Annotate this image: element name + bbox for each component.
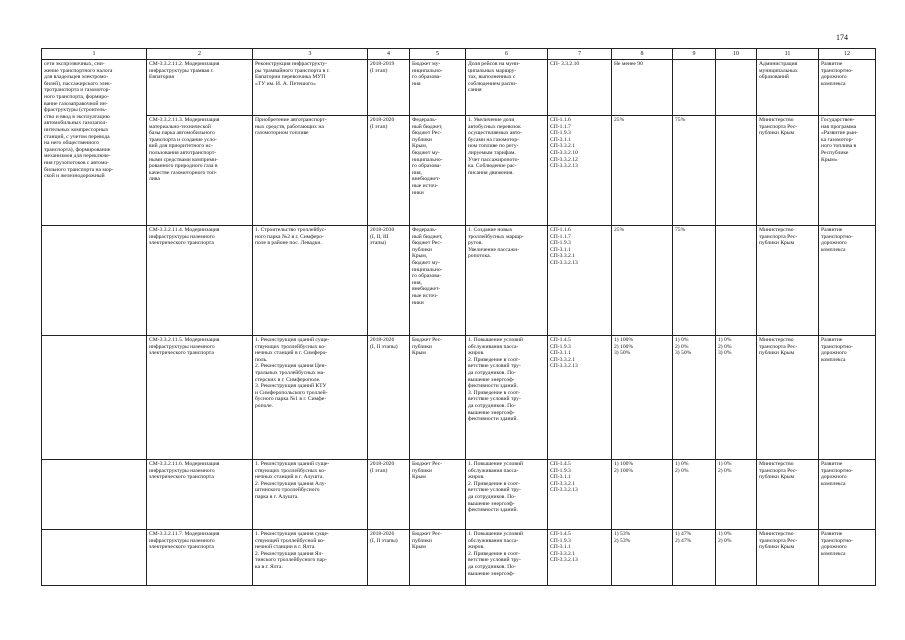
result-cell: 1. Создание новых троллейбусных маршр- рутов. Увеличение пассажи- ропотока. xyxy=(466,226,548,336)
indicator-cell: СП-1.1.6 СП-1.1.7 СП-1.9.3 СП-3.1.1 СП-3.3.2.1 СП-3.3.2.13 xyxy=(548,226,612,336)
program-cell: Развитие транспортно- дорожного комплекса xyxy=(819,460,876,530)
result-cell: 1. Увеличение доли автобусных перевозок осуществляемых авто- бусами на газомотор- ном топливе по регу- лируемым тарифам. Учет пассажиропото- ка. Соблюдение рас- писания движения. xyxy=(466,116,548,226)
value-cell: 1) 0% 2) 0% xyxy=(716,530,757,586)
goal-cell xyxy=(42,336,147,460)
header-cell: 8 xyxy=(612,49,673,60)
value-cell: 1) 47% 2) 47% xyxy=(673,530,716,586)
value-cell xyxy=(716,60,757,116)
header-cell: 9 xyxy=(673,49,716,60)
header-cell: 5 xyxy=(410,49,466,60)
table-row xyxy=(42,460,876,530)
responsible-cell: Министерство транспорта Рес- публики Крым xyxy=(757,530,819,586)
funding-cell: Бюджет му- ниципально- го образова- ния xyxy=(410,60,466,116)
value-cell: 1) 53% 2) 53% xyxy=(612,530,673,586)
action-cell: 1. Реконструкция зданий суще- ствующих троллейбусных ко- нечных станций в г. Симферо- поль. 2. Реконструкция здания Цен- тральных троллейбусных ма- стерских в г. Симферополе. 3. Реконструкция зданий КТУ и Симферопольского троллей- бусного парка №1 в г. Симфе- рополе. xyxy=(253,336,368,460)
value-cell: 1) 0% 2) 0% 3) 50% xyxy=(673,336,716,460)
responsible-cell: Министерство транспорта Рес- публики Крым xyxy=(757,226,819,336)
value-cell: 75% xyxy=(673,226,716,336)
action-cell: Реконструкция инфраструкту- ры трамвайного транспорта в г. Евпатории перевозчика МУП «ТУ им. И. А. Петешого» xyxy=(253,60,368,116)
header-cell: 6 xyxy=(466,49,548,60)
header-cell: 12 xyxy=(819,49,876,60)
header-cell: 4 xyxy=(368,49,410,60)
value-cell: 75% xyxy=(673,116,716,226)
responsible-cell: Администрация муниципальных образований xyxy=(757,60,819,116)
action-cell: 1. Реконструкция зданий суще- ствующих троллейбусных ко- нечных станций в г. Алушта. 2. Реконструкция здания Алу- штинского троллейбусного парка в г. Алушта. xyxy=(253,460,368,530)
value-cell: Не менее 90 xyxy=(612,60,673,116)
value-cell: 1) 100% 2) 100% 3) 50% xyxy=(612,336,673,460)
result-cell: 1. Повышение условий обслуживания пасса- жиров. 2. Приведение в соот- ветствие условий тру- да сотрудников. По- вышение энергоэф- фективности зданий. 3. Приведение в соот- ветствие условий тру- да сотрудников. По- вышение энергоэф- фективности зданий. xyxy=(466,336,548,460)
goal-cell xyxy=(42,226,147,336)
indicator-cell: СП-1.1.6 СП-1.1.7 СП-1.9.3 СП-3.1.1 СП-3.3.2.1 СП-3.3.2.10 СП-3.3.2.12 СП-3.3.2.13 xyxy=(548,116,612,226)
value-cell: 1) 0% 2) 0% 3) 0% xyxy=(716,336,757,460)
value-cell: 25% xyxy=(612,116,673,226)
goal-cell xyxy=(42,530,147,586)
value-cell: 1) 100% 2) 100% xyxy=(612,460,673,530)
table-row xyxy=(42,336,876,460)
table-row xyxy=(42,60,876,116)
measure-cell: СМ-3.3.2.11.3. Модернизация материально-технической базы парка автомобильного транспорта и создание усло- вий для приоритетного ис- пользования автотранспорт- ными средствами комприми- рованного природного газа в качестве газомоторного топ- лива xyxy=(147,116,253,226)
value-cell xyxy=(673,60,716,116)
responsible-cell: Министерство транспорта Рес- публики Крым xyxy=(757,460,819,530)
action-cell: 1. Реконструкция здания суще- ствующей троллейбусной ко- нечной станции в г. Ялта. 2. Реконструкция здания Ял- тинского троллейбусного пар- ка в г. Ялта. xyxy=(253,530,368,586)
measure-cell: СМ-3.3.2.11.4. Модернизация инфраструктуры наземного электрического транспорта xyxy=(147,226,253,336)
header-cell: 3 xyxy=(253,49,368,60)
goal-cell: сети экспрэзвочных, сни- жение транспортного налога для владельцев электромо- билей), пассажирского элек- тротранспорта и газомотор- ного транспорта, формиро- вание газозаправочной ин- фраструктуры (строитель- ство и ввод в эксплуатацию автомобильных газозапол- нительных компрессорных станций, с учетом перевода на него общественного транспорта), формирование механизмов для переключе- ния грузопотоков с автомо- бильного транспорта на мор- ской и железнодорожный xyxy=(42,60,147,226)
header-row xyxy=(42,49,876,60)
period-cell: 2018-2026 (I, II этапы) xyxy=(368,336,410,460)
header-cell: 7 xyxy=(548,49,612,60)
value-cell xyxy=(716,116,757,226)
goal-cell xyxy=(42,460,147,530)
program-cell: Развитие транспортно- дорожного комплекса xyxy=(819,60,876,116)
measure-cell: СМ-3.3.2.11.6. Модернизация инфраструктуры наземного электрического транспорта xyxy=(147,460,253,530)
header-cell: 1 xyxy=(42,49,147,60)
measures-table xyxy=(41,48,876,586)
funding-cell: Федераль- ный бюджет, бюджет Рес- публики Крым, бюджет му- ниципально- го образова- ния, внебюджет- ные источ- ники xyxy=(410,226,466,336)
page-number: 174 xyxy=(836,33,848,42)
result-cell: 1. Повышение условий обслуживания пасса- жиров. 2. Приведение в соот- ветствие условий тру- да сотрудников. По- вышение энергоэф- фективности зданий. xyxy=(466,460,548,530)
measure-cell: СМ-3.3.2.11.7. Модернизация инфраструктуры наземного электрического транспорта xyxy=(147,530,253,586)
measure-cell: СМ-3.3.2.11.2. Модернизация инфраструктуры трамвая г. Евпатория xyxy=(147,60,253,116)
value-cell: 25% xyxy=(612,226,673,336)
table-row xyxy=(42,530,876,586)
funding-cell: Бюджет Рес- публики Крым xyxy=(410,336,466,460)
period-cell: 2018-2020 (I этап) xyxy=(368,460,410,530)
value-cell xyxy=(716,226,757,336)
header-cell: 10 xyxy=(716,49,757,60)
funding-cell: Федераль- ный бюджет, бюджет Рес- публики Крым, бюджет му- ниципально- го образова- ния, внебюджет- ные источ- ники xyxy=(410,116,466,226)
program-cell: Развитие транспортно- дорожного комплекса xyxy=(819,226,876,336)
result-cell: 1. Повышение условий обслуживания пасса- жиров. 2. Приведение в соот- ветствие условий тру- да сотрудников. По- вышение энергоэф- xyxy=(466,530,548,586)
program-cell: Государствен- ная программа «Развитие рын- ка газомотор- ного топлива в Республике Крым» xyxy=(819,116,876,226)
period-cell: 2018-2030 (I, II, III этапы) xyxy=(368,226,410,336)
table-row xyxy=(42,116,876,226)
indicator-cell: СП-1.4.5 СП-1.9.3 СП-3.1.1 СП-3.3.2.1 СП-3.3.2.13 xyxy=(548,336,612,460)
period-cell: 2018-2019 (I этап) xyxy=(368,60,410,116)
result-cell: Доля рейсов на муни- ципальных маршру- тах, выполненных с соблюдением распи- сания xyxy=(466,60,548,116)
value-cell: 1) 0% 2) 0% xyxy=(716,460,757,530)
responsible-cell: Министерство транспорта Рес- публики Крым xyxy=(757,336,819,460)
value-cell: 1) 0% 2) 0% xyxy=(673,460,716,530)
measure-cell: СМ-3.3.2.11.5. Модернизация инфраструктуры наземного электрического транспорта xyxy=(147,336,253,460)
program-cell: Развитие транспортно- дорожного комплекса xyxy=(819,336,876,460)
table-row xyxy=(42,226,876,336)
action-cell: 1. Строительство троллейбус- ного парка №2 в г. Симферо- поле в районе пос. Левадки. xyxy=(253,226,368,336)
program-cell: Развитие транспортно- дорожного комплекса xyxy=(819,530,876,586)
funding-cell: Бюджет Рес- публики Крым xyxy=(410,530,466,586)
header-cell: 2 xyxy=(147,49,253,60)
indicator-cell: СП-1.4.5 СП-1.9.3 СП-3.1.1 СП-3.3.2.1 СП-3.3.2.13 xyxy=(548,460,612,530)
funding-cell: Бюджет Рес- публики Крым xyxy=(410,460,466,530)
indicator-cell: СП- 3.3.2.10 xyxy=(548,60,612,116)
responsible-cell: Министерство транспорта Рес- публики Крым xyxy=(757,116,819,226)
period-cell: 2018-2026 (I, II этапы) xyxy=(368,530,410,586)
period-cell: 2018-2020 (I этап) xyxy=(368,116,410,226)
indicator-cell: СП-1.4.5 СП-1.9.3 СП-3.1.1 СП-3.3.2.1 СП-3.3.2.13 xyxy=(548,530,612,586)
header-cell: 11 xyxy=(757,49,819,60)
action-cell: Приобретение автотранспорт- ных средств, работающих на газомоторном топливе xyxy=(253,116,368,226)
